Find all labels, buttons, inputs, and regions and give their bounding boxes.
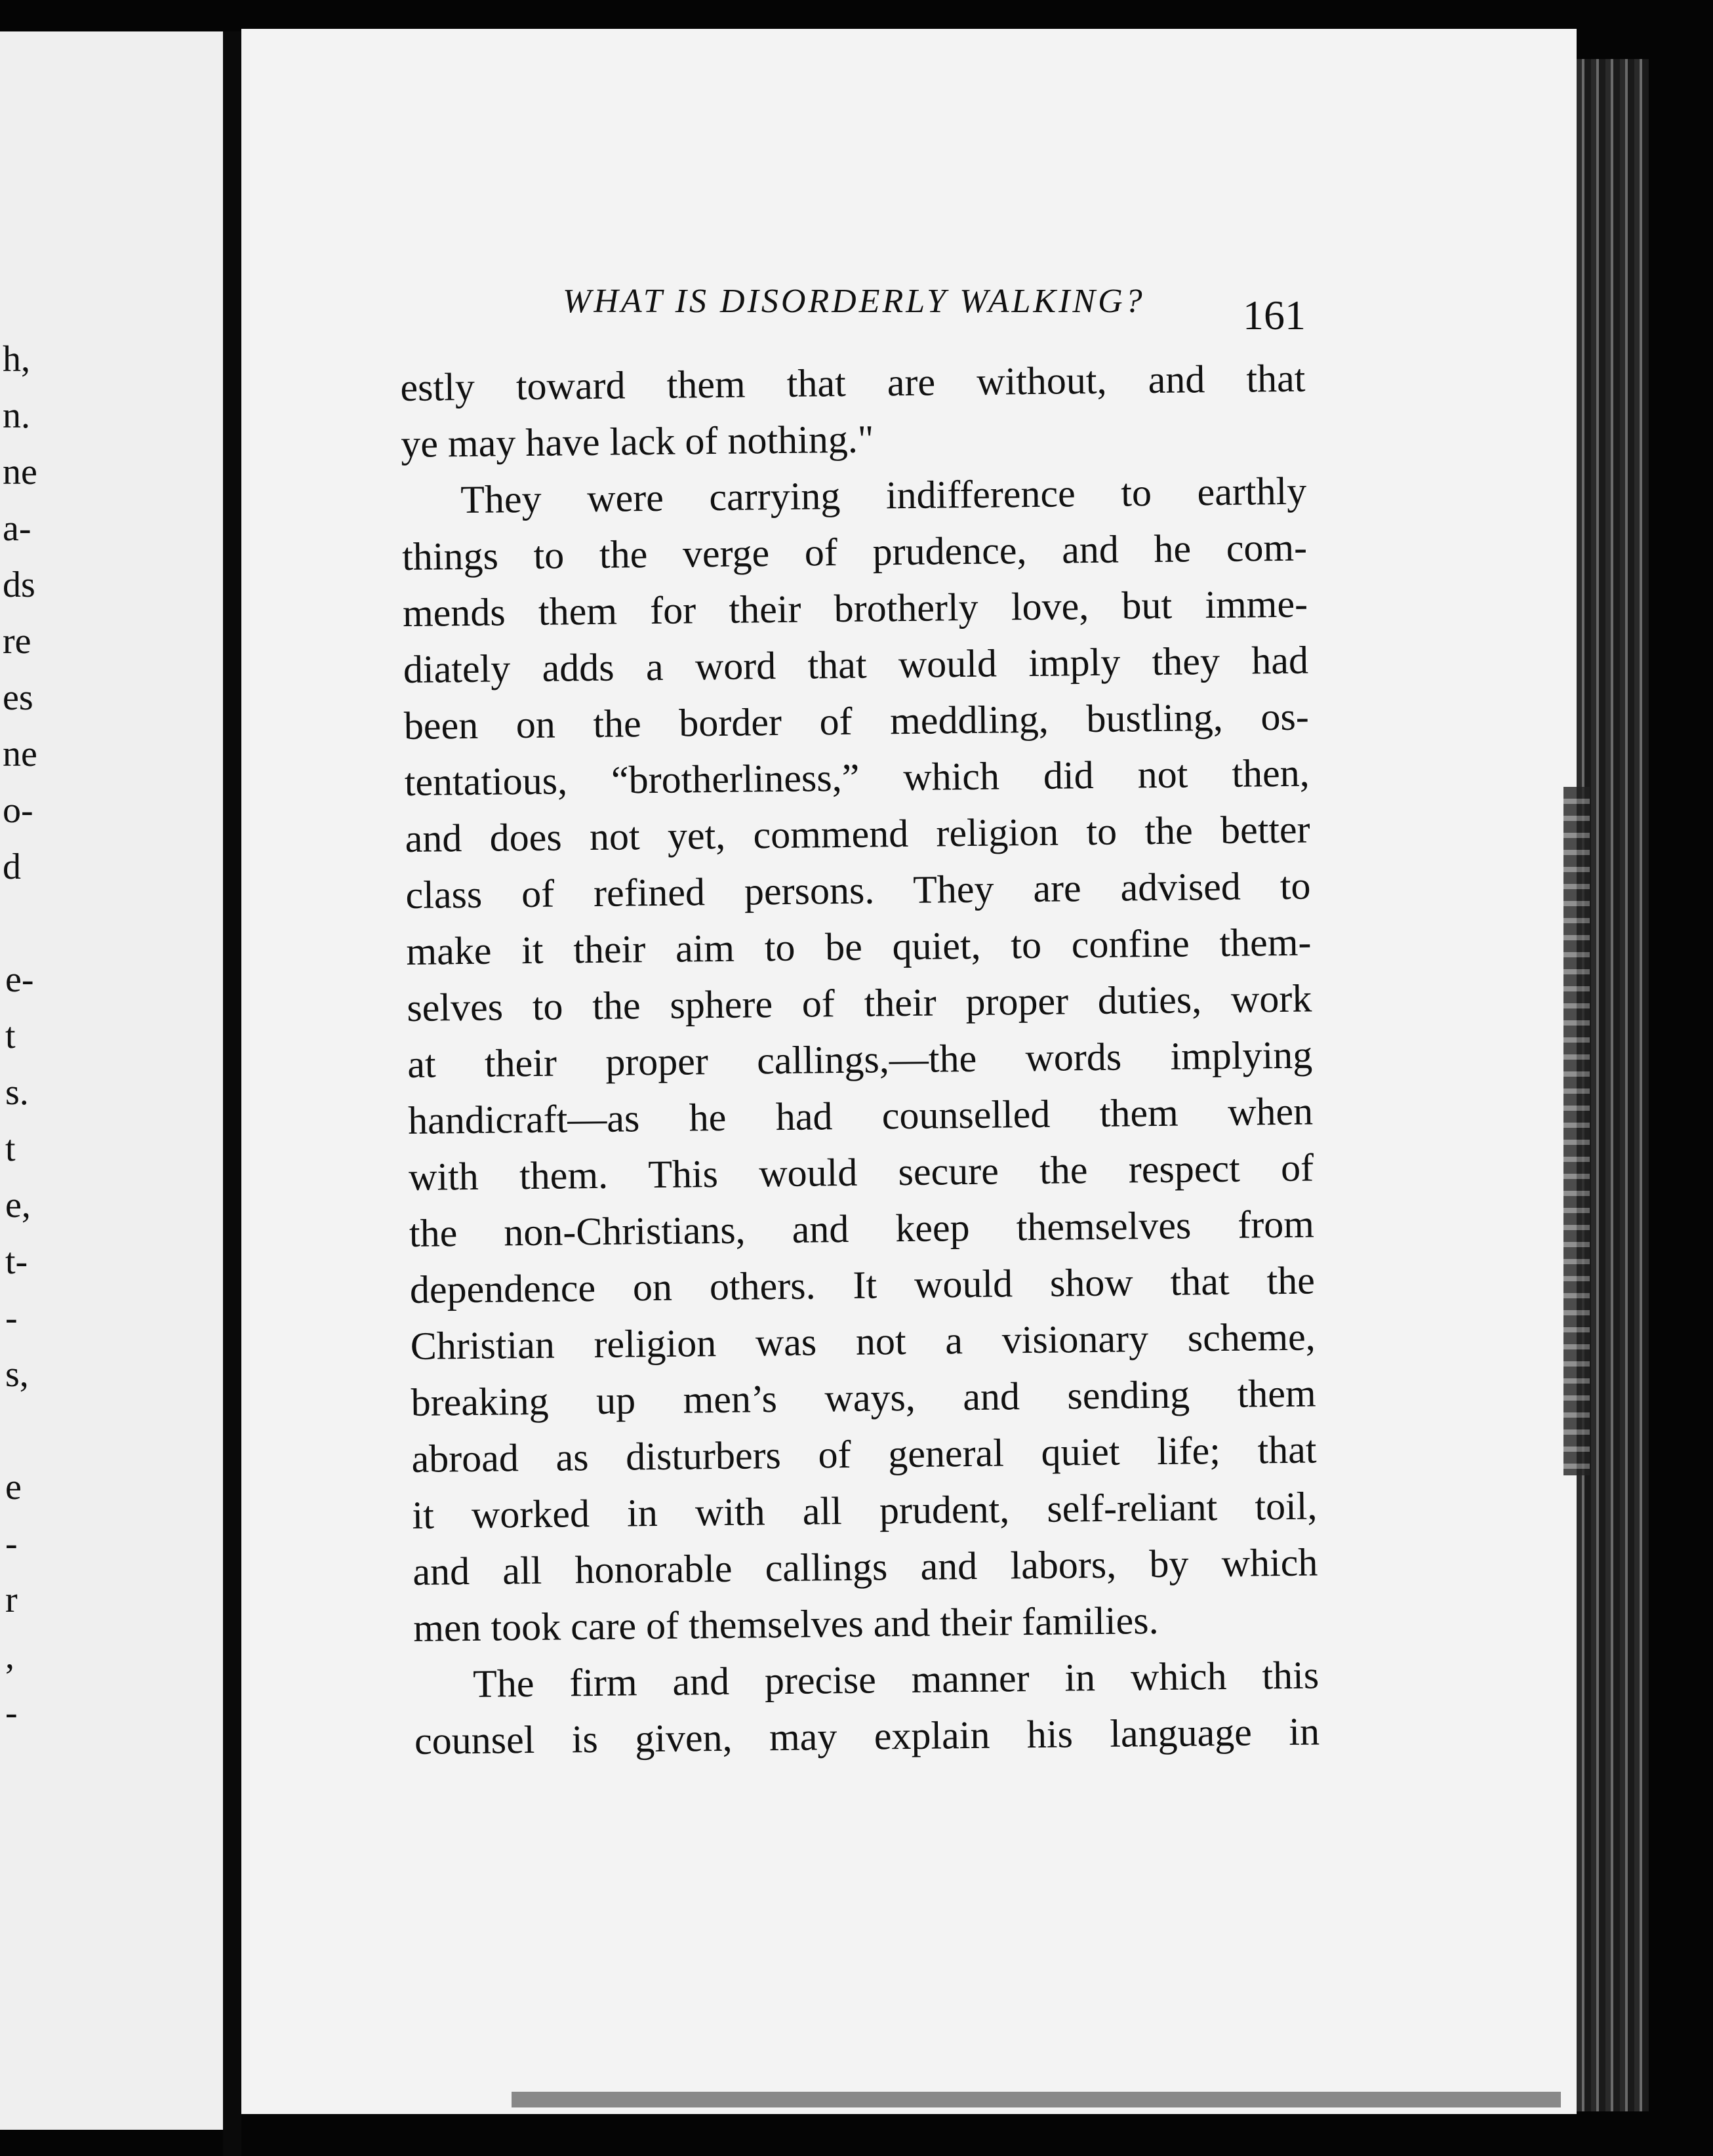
left-page-fragment: s. [5,1072,29,1113]
text-line: Christian religion was not a visionary scheme, [410,1315,1316,1368]
text-line: it worked in with all prudent, self-reliant toil, [412,1484,1318,1537]
body-text [400,350,1320,1769]
left-page-fragment: t- [5,1241,28,1282]
bottom-page-shadow [512,2092,1561,2107]
left-page-fragment: t [5,1128,16,1169]
text-line: make it their aim to be quiet, to confine them- [406,920,1312,973]
text-line: with them. This would secure the respect of [408,1146,1314,1199]
left-page-fragment: e [5,1467,22,1507]
left-page-fragment: s, [5,1354,29,1395]
left-page-fragment: - [5,1692,18,1733]
left-page-fragment: ds [3,565,35,605]
text-line: the non-Christians, and keep themselves from [409,1202,1315,1255]
edge-stamp-mark [1563,787,1590,1475]
text-line: and all honorable callings and labors, by which [413,1540,1318,1593]
left-page-fragment: - [5,1298,18,1338]
book-gutter [223,31,241,2156]
text-line: handicraft—as he had counselled them when [407,1089,1314,1142]
left-page-fragment: t [5,1016,16,1056]
text-line: class of refined persons. They are advised to [405,864,1311,917]
text-line: mends them for their brotherly love, but imme- [402,582,1308,635]
left-page-fragment: , [5,1636,14,1677]
running-head: WHAT IS DISORDERLY WALKING? [563,283,1145,320]
page-number: 161 [1243,292,1306,338]
left-page-fragment: a- [3,508,31,549]
text-line: counsel is given, may explain his language in [414,1709,1320,1763]
left-page-fragment: re [3,621,31,662]
left-page-fragment: ne [3,452,37,492]
text-line: men took care of themselves and their families. [413,1598,1159,1650]
left-page-fragment: ne [3,734,37,774]
left-page-fragment: - [5,1523,18,1564]
left-page-fragment: es [3,677,33,718]
left-facing-page [0,31,227,2130]
text-line: ye may have lack of nothing." [401,417,874,466]
text-line: They were carrying indifference to earthly [460,469,1307,522]
text-line: breaking up men’s ways, and sending them [411,1371,1316,1424]
left-page-fragment: o- [3,790,33,831]
text-line: abroad as disturbers of general quiet life; that [411,1427,1317,1481]
text-line: dependence on others. It would show that the [409,1258,1316,1311]
left-page-fragment: r [5,1580,18,1620]
left-page-fragment: e, [5,1185,31,1226]
left-page-fragment: e- [5,959,34,1000]
text-line: diately adds a word that would imply they had [403,638,1309,691]
left-page-fragment: d [3,847,21,887]
text-line: The firm and precise manner in which this [472,1653,1320,1706]
text-line: selves to the sphere of their proper duties, work [407,976,1312,1029]
text-line: and does not yet, commend religion to the better [405,807,1310,860]
text-line: things to the verge of prudence, and he com- [401,525,1308,578]
text-line: at their proper callings,—the words implying [407,1033,1313,1086]
text-line: been on the border of meddling, bustling, os- [403,694,1310,748]
text-line: estly toward them that are without, and that [400,356,1306,409]
left-page-fragment: n. [3,395,30,436]
left-page-fragment: h, [3,339,30,380]
text-line: tentatious, “brotherliness,” which did not then, [404,751,1310,804]
